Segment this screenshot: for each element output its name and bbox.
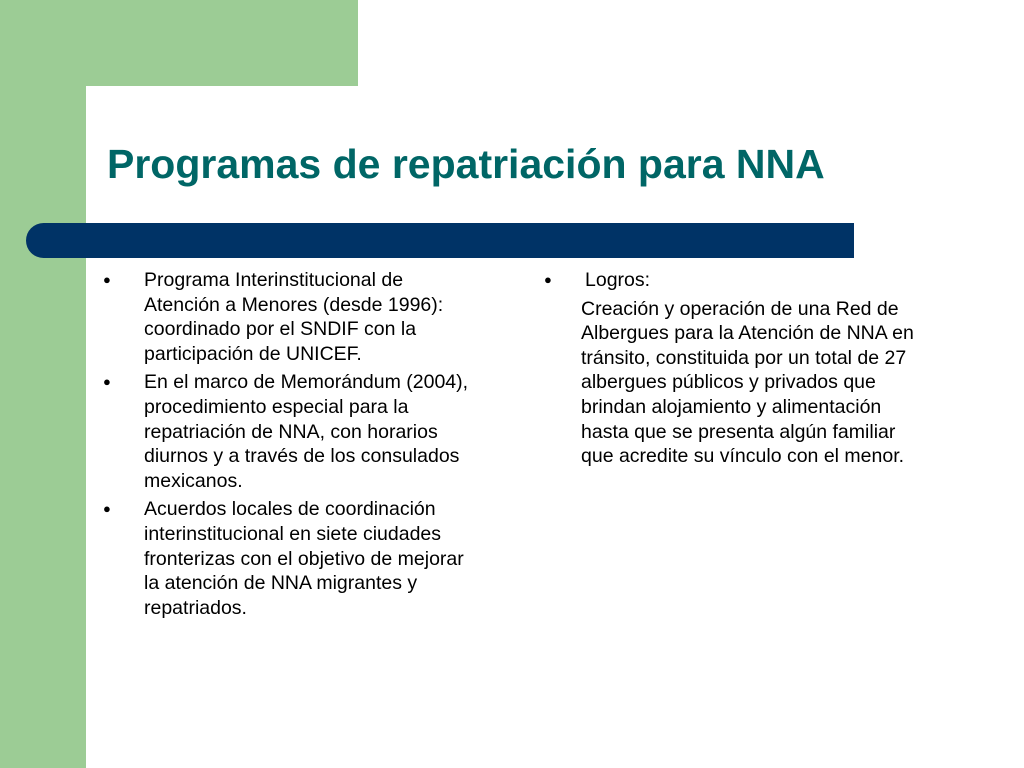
- right-column: [544, 268, 924, 469]
- bullet-item: [544, 268, 924, 293]
- background-green-top: [0, 0, 358, 86]
- logros-body: Creación y operación de una Red de Albergues para la Atención de NNA en tránsito, constituida por un total de 27 albergues públicos y privados que brindan alojamiento y alimentación hasta que se presenta algún familiar que acredite su vínculo con el menor.: [581, 297, 914, 468]
- bullet-icon: ●: [103, 272, 111, 287]
- bullet-icon: ●: [103, 374, 111, 390]
- logros-heading: Logros:: [585, 269, 651, 291]
- bullet-text: Acuerdos locales de coordinación interinstitucional en siete ciudades fronterizas con el objetivo de mejorar la atención de NNA migrantes y repatriados.: [144, 498, 464, 619]
- bullet-item: [103, 370, 473, 493]
- title-underline-bar: [26, 223, 854, 258]
- bullet-item: [103, 268, 473, 366]
- slide-title: Programas de repatriación para NNA: [107, 141, 825, 187]
- background-green-left: [0, 0, 86, 768]
- bullet-icon: ●: [544, 272, 552, 287]
- left-column: [103, 268, 473, 624]
- bullet-item: [103, 497, 473, 620]
- bullet-text: En el marco de Memorándum (2004), procedimiento especial para la repatriación de NNA, con horarios diurnos y a través de los consulados mexicanos.: [144, 371, 469, 492]
- bullet-icon: ●: [103, 501, 111, 517]
- bullet-text: Programa Interinstitucional de Atención a Menores (desde 1996): coordinado por el SNDIF con la participación de UNICEF.: [144, 269, 444, 365]
